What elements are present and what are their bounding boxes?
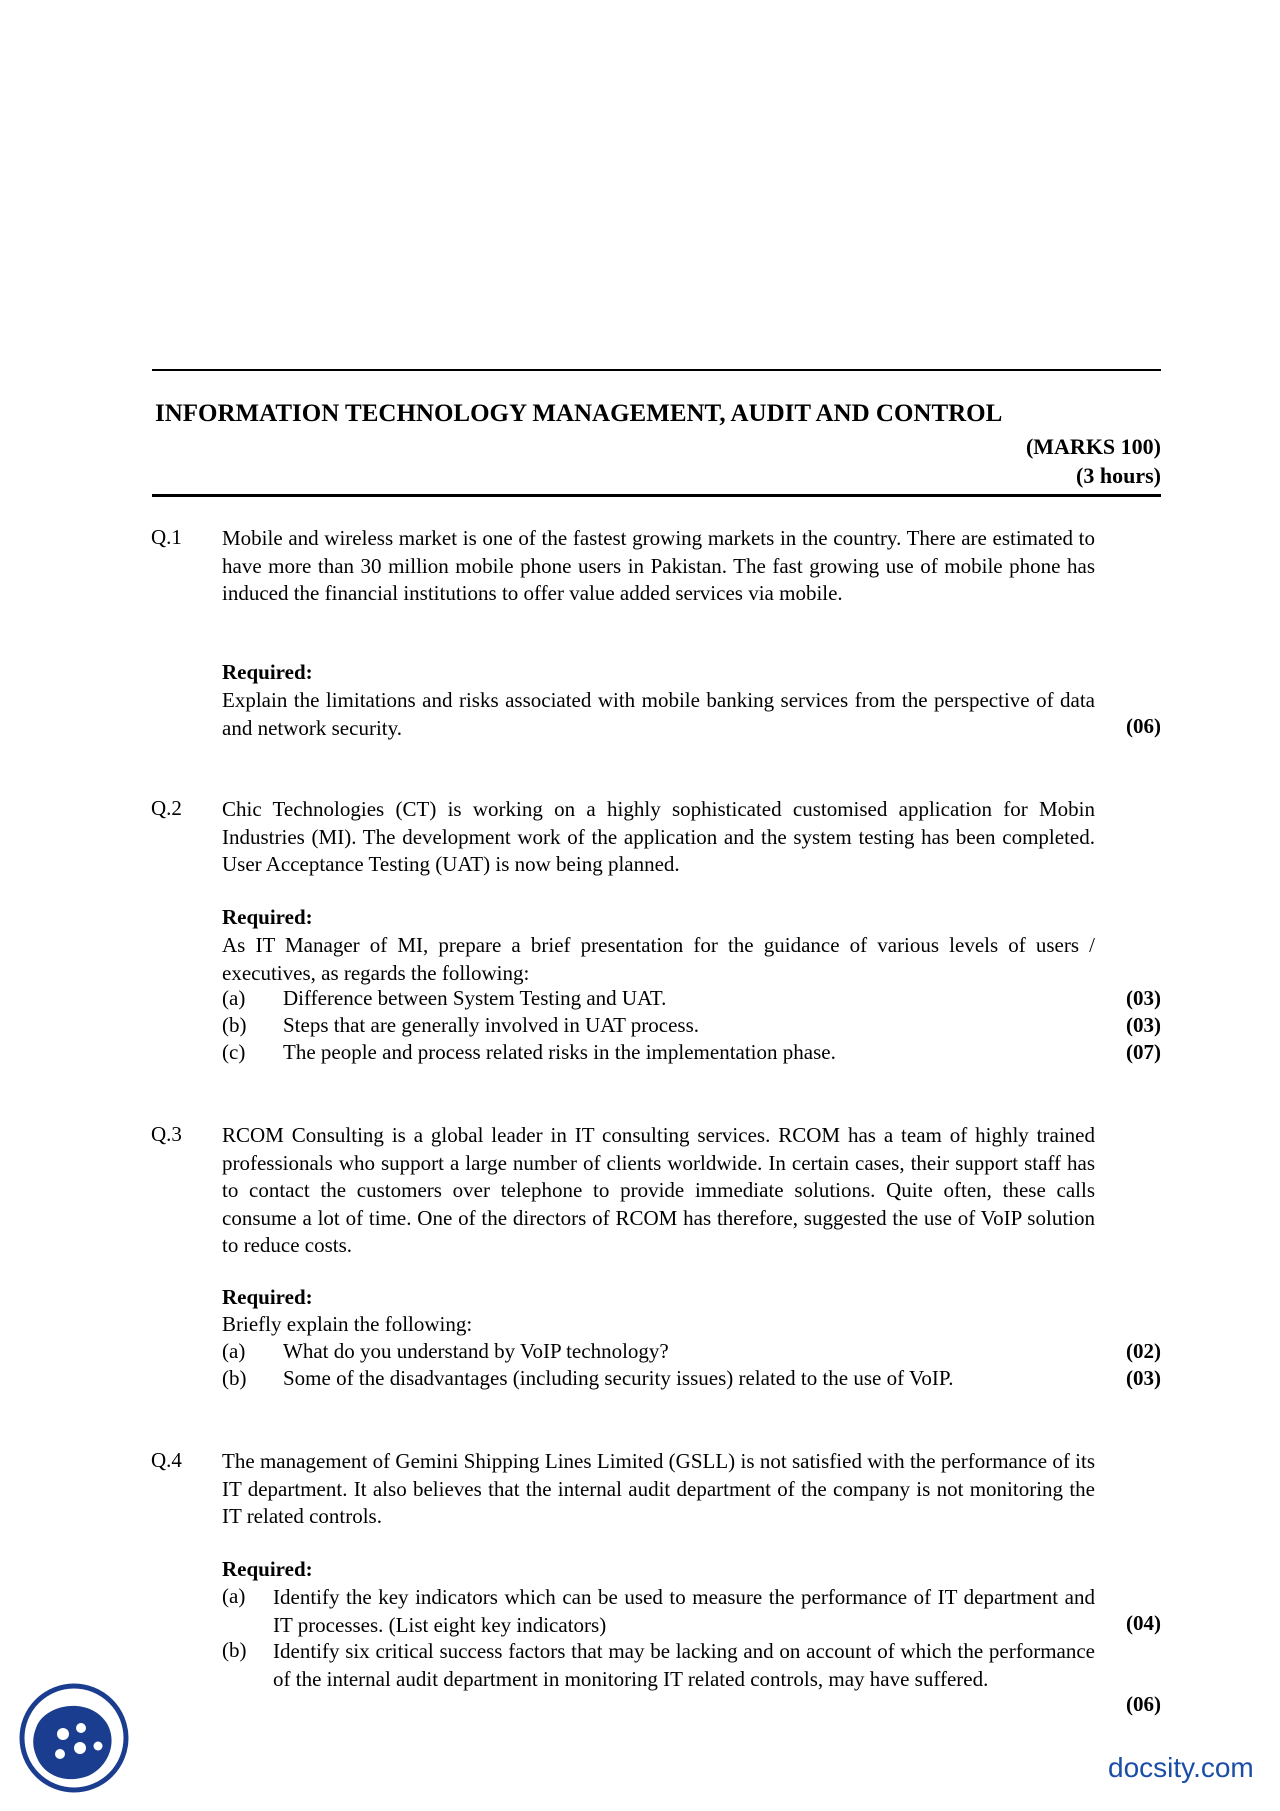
question-1-required-label: Required: — [222, 660, 313, 684]
exam-duration: (3 hours) — [1076, 463, 1161, 488]
question-3-text: RCOM Consulting is a global leader in IT consulting services. RCOM has a team of highly trained professionals who support a large number of clients worldwide. In certain cases, their support staff has to contact the customers over telephone to provide immediate solutions. Quite often, these calls consume a lot of time. One of the directors of RCOM has therefore, suggested the use of VoIP solution to reduce costs. — [222, 1123, 1095, 1257]
exam-title: INFORMATION TECHNOLOGY MANAGEMENT, AUDIT AND CONTROL — [155, 400, 1003, 427]
question-2-required-label: Required: — [222, 905, 313, 929]
question-2-instruction: As IT Manager of MI, prepare a brief presentation for the guidance of various levels of users / executives, as regards the following: — [222, 933, 1095, 985]
question-number-2: Q.2 — [151, 796, 182, 820]
question-2-part-marks: (03) — [1126, 986, 1161, 1010]
question-1-text: Mobile and wireless market is one of the fastest growing markets in the country. There are estimated to have more than 30 million mobile phone users in Pakistan. The fast growing use of mobile phone has induced the financial institutions to offer value added services via mobile. — [222, 526, 1095, 605]
docsity-brand[interactable]: docsity.com — [1108, 1752, 1254, 1783]
question-4-part-label: (a) — [222, 1584, 246, 1608]
question-2-part-label: (b) — [222, 1013, 247, 1037]
question-4-part-label: (b) — [222, 1638, 247, 1662]
question-4-part-marks: (04) — [1126, 1611, 1161, 1635]
question-1-marks: (06) — [1126, 714, 1161, 738]
question-2-part-text: Difference between System Testing and UAT. — [283, 986, 667, 1010]
question-4-required-label: Required: — [222, 1557, 313, 1581]
question-2-part-text: Steps that are generally involved in UAT process. — [283, 1013, 700, 1037]
header-bottom-rule — [152, 494, 1161, 497]
question-number-3: Q.3 — [151, 1122, 182, 1146]
question-3-part-label: (a) — [222, 1339, 246, 1363]
header-top-rule — [152, 369, 1161, 371]
question-number-1: Q.1 — [151, 525, 182, 549]
docsity-logo-icon — [18, 1682, 130, 1794]
question-2-part-text: The people and process related risks in the implementation phase. — [283, 1040, 836, 1064]
question-4-part-text: Identify the key indicators which can be used to measure the performance of IT department and IT processes. (List eight key indicators) — [273, 1585, 1095, 1637]
question-4-part-text: Identify six critical success factors that may be lacking and on account of which the performance of the internal audit department in monitoring IT related controls, may have suffered. — [273, 1639, 1095, 1691]
question-3-required-label: Required: — [222, 1285, 313, 1309]
total-marks: (MARKS 100) — [1025, 434, 1161, 459]
question-2-text: Chic Technologies (CT) is working on a highly sophisticated customised application for Mobin Industries (MI). The development work of the application and the system testing has been completed. User Acceptance Testing (UAT) is now being planned. — [222, 797, 1095, 876]
question-2-part-marks: (03) — [1126, 1013, 1161, 1037]
question-3-part-marks: (03) — [1126, 1366, 1161, 1390]
question-2-part-label: (a) — [222, 986, 246, 1010]
question-3-part-text: What do you understand by VoIP technology? — [283, 1339, 669, 1363]
question-1-instruction: Explain the limitations and risks associated with mobile banking services from the perspective of data and network security. — [222, 688, 1095, 740]
question-3-part-text: Some of the disadvantages (including security issues) related to the use of VoIP. — [283, 1366, 954, 1390]
question-2-part-label: (c) — [222, 1040, 246, 1064]
question-3-instruction: Briefly explain the following: — [222, 1312, 473, 1336]
question-2-part-marks: (07) — [1126, 1040, 1161, 1064]
question-number-4: Q.4 — [151, 1448, 182, 1472]
question-4-part-marks: (06) — [1126, 1692, 1161, 1716]
question-3-part-label: (b) — [222, 1366, 247, 1390]
question-3-part-marks: (02) — [1126, 1339, 1161, 1363]
question-4-text: The management of Gemini Shipping Lines Limited (GSLL) is not satisfied with the performance of its IT department. It also believes that the internal audit department of the company is not monitoring the IT related controls. — [222, 1449, 1095, 1528]
